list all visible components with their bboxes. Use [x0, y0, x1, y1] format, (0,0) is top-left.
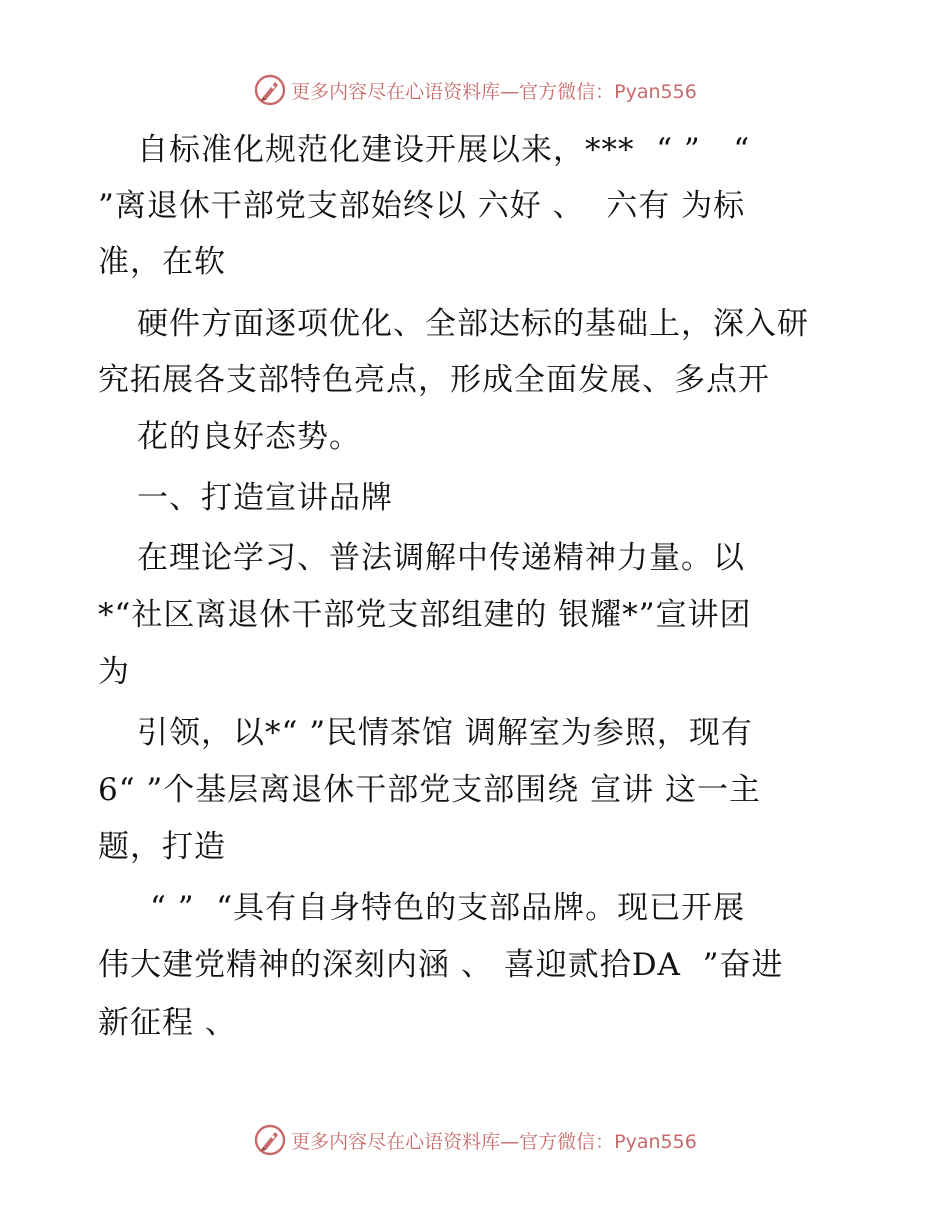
body-line: 引领，以*“ ”民情茶馆 调解室为参照，现有	[137, 715, 753, 751]
body-line: 准，在软	[98, 244, 226, 280]
body-line: 题，打造	[98, 829, 226, 865]
body-line: 自标准化规范化建设开展以来，*** “ ” “	[137, 132, 751, 168]
pen-nib-logo-icon	[253, 73, 287, 107]
footer-banner-text: 更多内容尽在心语资料库—官方微信：Pyan556	[291, 1130, 697, 1153]
pen-nib-logo-icon	[253, 1123, 287, 1157]
body-line: ”离退休干部党支部始终以 六好 、 六有 为标	[98, 188, 746, 224]
body-line: 新征程 、	[98, 1005, 237, 1041]
body-line: *“社区离退休干部党支部组建的 银耀*”宣讲团	[98, 597, 752, 633]
body-line: 伟大建党精神的深刻内涵 、 喜迎贰拾DA ”奋进	[98, 947, 784, 983]
body-line: 6“ ”个基层离退休干部党支部围绕 宣讲 这一主	[98, 772, 761, 808]
body-line: “ ” “具有自身特色的支部品牌。现已开展	[150, 890, 746, 926]
body-line: 为	[98, 654, 130, 690]
header-banner	[0, 70, 950, 110]
footer-banner	[0, 1120, 950, 1160]
header-banner-text: 更多内容尽在心语资料库—官方微信：Pyan556	[291, 80, 697, 103]
section-heading: 一、打造宣讲品牌	[137, 480, 393, 516]
body-line: 硬件方面逐项优化、全部达标的基础上，深入研	[137, 306, 809, 342]
body-line: 究拓展各支部特色亮点，形成全面发展、多点开	[98, 362, 770, 398]
body-line: 花的良好态势。	[137, 419, 361, 455]
body-line: 在理论学习、普法调解中传递精神力量。以	[137, 540, 745, 576]
